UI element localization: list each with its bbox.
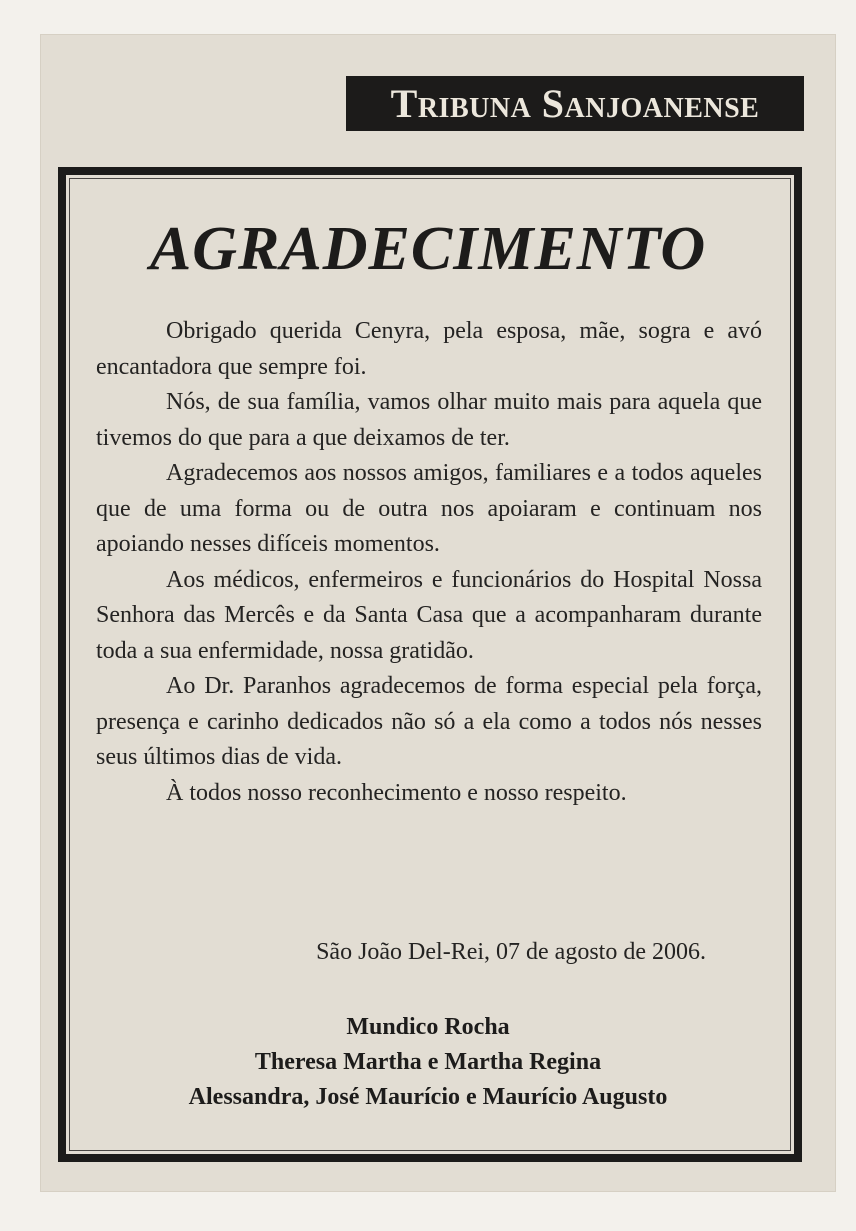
notice-dateline: São João Del-Rei, 07 de agosto de 2006. (316, 939, 706, 965)
notice-headline: AGRADECIMENTO (149, 215, 707, 283)
newspaper-name: Tribuna Sanjoanense (390, 80, 760, 126)
notice-paragraph: À todos nosso reconhecimento e nosso respeito. (166, 779, 627, 806)
signature-line: Theresa Martha e Martha Regina (254, 1049, 602, 1075)
notice-paragraph: Nós, de sua família, vamos olhar muito mais para aquela que tivemos do que para a que deixamos de ter. (96, 389, 762, 451)
notice-paragraph: Aos médicos, enfermeiros e funcionários do Hospital Nossa Senhora das Mercês e da Santa Casa que a acompanharam durante toda a sua enfermidade, nossa gratidão. (96, 566, 762, 664)
notice-body (96, 314, 762, 811)
notice-paragraph: Ao Dr. Paranhos agradecemos de forma especial pela força, presença e carinho dedicados não só a ela como a todos nós nesses seus últimos dias de vida. (96, 673, 762, 770)
newspaper-masthead (346, 76, 804, 131)
notice-signatures (78, 1010, 778, 1115)
notice-paragraph: Obrigado querida Cenyra, pela esposa, mãe, sogra e avó encantadora que sempre foi. (96, 318, 762, 380)
signature-line: Alessandra, José Maurício e Maurício Augusto (188, 1084, 668, 1110)
signature-line: Mundico Rocha (346, 1014, 510, 1040)
notice-paragraph: Agradecemos aos nossos amigos, familiares e a todos aqueles que de uma forma ou de outra nos apoiaram e continuam nos apoiando nesses difíceis momentos. (96, 460, 762, 557)
